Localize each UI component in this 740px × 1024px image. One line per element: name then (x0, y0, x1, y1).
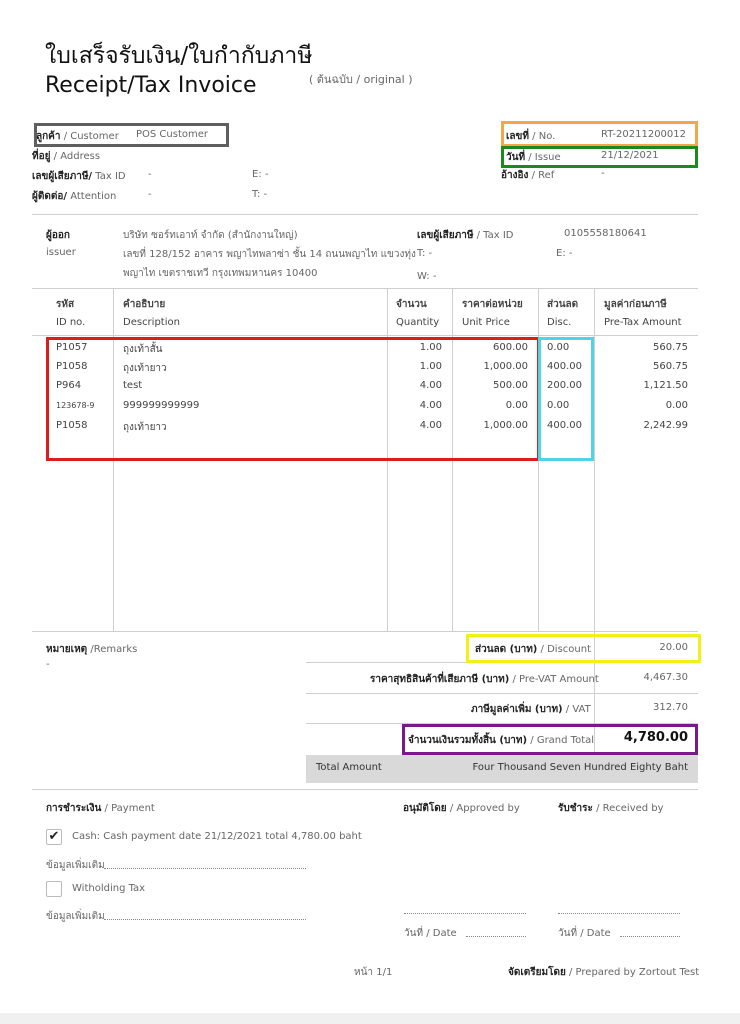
received-label: รับชำระ / Received by (558, 803, 664, 814)
issuer-address-1: เลขที่ 128/152 อาคาร พญาไทพลาซ่า ชั้น 14 ถนนพญาไท แขวงทุ่ง (123, 249, 416, 260)
col-sep-5 (594, 288, 595, 631)
summary-prevat-label: ราคาสุทธิสินค้าที่เสียภาษี (บาท) / Pre-VAT Amount (370, 674, 599, 685)
title-thai: ใบเสร็จรับเงิน/ใบกำกับภาษี (45, 43, 313, 69)
row-disc: 400.00 (547, 361, 582, 372)
ref-value: - (601, 168, 605, 179)
header-id-en: ID no. (56, 317, 86, 328)
row-desc: 999999999999 (123, 400, 200, 411)
remarks-label: หมายเหตุ /Remarks (46, 644, 138, 655)
row-disc: 400.00 (547, 420, 582, 431)
row-price: 0.00 (505, 400, 528, 411)
row-desc: ถุงเท้ายาว (123, 422, 167, 433)
row-price: 600.00 (493, 342, 528, 353)
row-desc: ถุงเท้ายาว (123, 363, 167, 374)
header-id-th: รหัส (56, 299, 75, 310)
header-disc-th: ส่วนลด (547, 299, 579, 310)
more-info-label-1: ข้อมูลเพิ่มเติม (46, 860, 105, 871)
row-qty: 4.00 (419, 400, 442, 411)
row-desc: ถุงเท้าสั้น (123, 344, 163, 355)
row-amount: 560.75 (653, 342, 688, 353)
approved-label: อนุมัติโดย / Approved by (403, 803, 520, 814)
summary-grand-label: จำนวนเงินรวมทั้งสิ้น (บาท) / Grand Total (408, 735, 595, 746)
row-disc: 0.00 (547, 400, 570, 411)
issuer-taxid-value: 0105558180641 (564, 228, 647, 239)
divider-top (32, 214, 698, 215)
row-disc: 200.00 (547, 380, 582, 391)
row-qty: 4.00 (419, 380, 442, 391)
header-amount-en: Pre-Tax Amount (604, 317, 682, 328)
highlight-doc-no-box (501, 121, 698, 147)
total-amount-label: Total Amount (316, 762, 382, 773)
customer-taxid-row: เลขผู้เสียภาษี/ Tax ID (32, 171, 126, 182)
attention-value: - (148, 189, 152, 200)
issuer-tel: T: - (417, 248, 433, 259)
row-amount: 560.75 (653, 361, 688, 372)
row-id: P1058 (56, 420, 88, 431)
approved-signature-line (404, 913, 526, 914)
withholding-checkbox[interactable] (46, 881, 62, 897)
header-price-en: Unit Price (462, 317, 510, 328)
doc-no-value: RT-20211200012 (601, 129, 687, 140)
summary-vat-value: 312.70 (653, 702, 688, 713)
header-qty-th: จำนวน (396, 299, 427, 310)
remarks-value: - (46, 659, 50, 670)
row-qty: 1.00 (419, 342, 442, 353)
payment-label: การชำระเงิน / Payment (46, 803, 155, 814)
table-top-line (32, 288, 698, 289)
header-disc-en: Disc. (547, 317, 572, 328)
ref-row: อ้างอิง / Ref (501, 170, 555, 181)
row-qty: 1.00 (419, 361, 442, 372)
header-desc-th: คำอธิบาย (123, 299, 166, 310)
table-header-line (32, 335, 698, 336)
issuer-web: W: - (417, 271, 437, 282)
summary-discount-value: 20.00 (659, 642, 688, 653)
page-number: หน้า 1/1 (354, 967, 393, 978)
cash-text: Cash: Cash payment date 21/12/2021 total 4,780.00 baht (72, 831, 362, 842)
issue-row: วันที่ / Issue (506, 152, 561, 163)
withholding-text: Witholding Tax (72, 883, 146, 894)
row-id: P1058 (56, 361, 88, 372)
approved-date-line (466, 936, 526, 937)
header-desc-en: Description (123, 317, 180, 328)
summary-grand-value: 4,780.00 (623, 730, 688, 745)
highlight-disc-box (538, 337, 594, 461)
approved-date-label: วันที่ / Date (404, 928, 457, 939)
divider-payment (32, 789, 698, 790)
row-amount: 0.00 (665, 400, 688, 411)
issuer-taxid-row: เลขผู้เสียภาษี / Tax ID (417, 230, 514, 241)
highlight-items-box (46, 337, 540, 461)
customer-taxid-value: - (148, 169, 152, 180)
more-info-label-2: ข้อมูลเพิ่มเติม (46, 911, 105, 922)
more-info-line-1 (104, 868, 306, 869)
header-amount-th: มูลค่าก่อนภาษี (604, 299, 667, 310)
header-price-th: ราคาต่อหน่วย (462, 299, 523, 310)
title-english: Receipt/Tax Invoice (45, 73, 257, 98)
attention-row: ผู้ติดต่อ/ Attention (32, 191, 117, 202)
row-id: 123678-9 (56, 401, 95, 410)
summary-discount-label: ส่วนลด (บาท) / Discount (475, 644, 591, 655)
highlight-issue-box (501, 146, 698, 168)
row-desc: test (123, 380, 143, 391)
copy-label: ( ต้นฉบับ / original ) (309, 73, 413, 86)
received-signature-line (558, 913, 680, 914)
row-id: P964 (56, 380, 82, 391)
row-amount: 2,242.99 (643, 420, 688, 431)
customer-row: ลูกค้า / Customer (36, 131, 119, 142)
row-qty: 4.00 (419, 420, 442, 431)
row-disc: 0.00 (547, 342, 570, 353)
cash-checkbox[interactable] (46, 829, 62, 845)
table-bottom-line (32, 631, 698, 632)
row-amount: 1,121.50 (643, 380, 688, 391)
highlight-customer-box (34, 123, 229, 147)
customer-value: POS Customer (136, 129, 209, 140)
summary-vat-label: ภาษีมูลค่าเพิ่ม (บาท) / VAT (471, 704, 591, 715)
row-price: 1,000.00 (483, 420, 528, 431)
row-id: P1057 (56, 342, 88, 353)
header-qty-en: Quantity (396, 317, 440, 328)
received-date-label: วันที่ / Date (558, 928, 611, 939)
issuer-address-2: พญาไท เขตราชเทวี กรุงเทพมหานคร 10400 (123, 268, 318, 279)
issuer-label-th: ผู้ออก (46, 230, 70, 241)
address-row: ที่อยู่ / Address (32, 151, 101, 162)
doc-no-row: เลขที่ / No. (506, 131, 556, 142)
highlight-grand-total-box (402, 724, 698, 755)
total-amount-words: Four Thousand Seven Hundred Eighty Baht (472, 762, 688, 773)
issuer-label-en: issuer (46, 247, 76, 258)
customer-email: E: - (252, 169, 269, 180)
highlight-discount-box (466, 634, 701, 663)
summary-prevat-value: 4,467.30 (643, 672, 688, 683)
customer-tel: T: - (252, 189, 268, 200)
more-info-line-2 (104, 919, 306, 920)
check-icon: ✔ (48, 829, 60, 844)
prepared-by: จัดเตรียมโดย / Prepared by Zortout Test (508, 967, 700, 978)
row-price: 500.00 (493, 380, 528, 391)
row-price: 1,000.00 (483, 361, 528, 372)
issue-value: 21/12/2021 (601, 150, 659, 161)
summary-line-2 (306, 693, 698, 694)
issuer-name: บริษัท ซอร์ทเอาท์ จำกัด (สำนักงานใหญ่) (123, 230, 298, 241)
issuer-email: E: - (556, 248, 573, 259)
received-date-line (620, 936, 680, 937)
